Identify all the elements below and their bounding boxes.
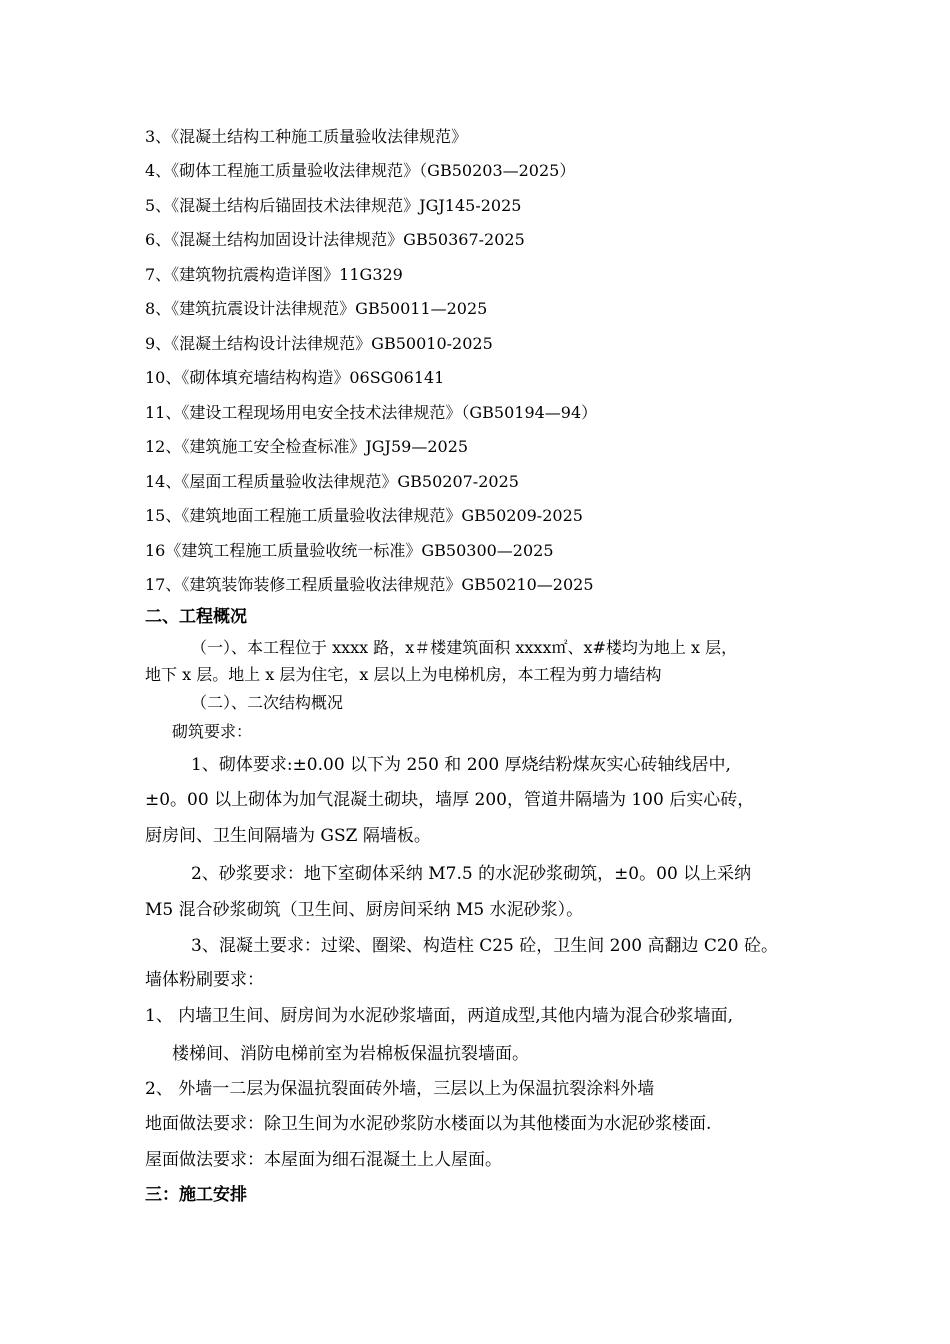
reference-item: 16《建筑工程施工质量验收统一标准》GB50300—2025 bbox=[145, 541, 554, 560]
paragraph: 3、混凝土要求：过梁、圈梁、构造柱 C25 砼，卫生间 200 高翻边 C20 砼。 bbox=[191, 936, 778, 956]
reference-item: 17、《建筑装饰装修工程质量验收法律规范》GB50210—2025 bbox=[145, 575, 594, 594]
reference-item: 14、《屋面工程质量验收法律规范》GB50207-2025 bbox=[145, 472, 519, 491]
section-heading: 二、工程概况 bbox=[145, 607, 247, 627]
paragraph: 楼梯间、消防电梯前室为岩棉板保温抗裂墙面。 bbox=[172, 1044, 529, 1064]
reference-item: 15、《建筑地面工程施工质量验收法律规范》GB50209-2025 bbox=[145, 506, 583, 525]
reference-item: 12、《建筑施工安全检查标准》JGJ59—2025 bbox=[145, 437, 469, 456]
paragraph: 2、砂浆要求：地下室砌体采纳 M7.5 的水泥砂浆砌筑，±0。00 以上采纳 bbox=[191, 864, 752, 884]
subheading: 砌筑要求： bbox=[172, 722, 253, 741]
section-heading: 三：施工安排 bbox=[145, 1185, 247, 1205]
reference-item: 9、《混凝土结构设计法律规范》GB50010-2025 bbox=[145, 334, 493, 353]
reference-item: 5、《混凝土结构后锚固技术法律规范》JGJ145-2025 bbox=[145, 196, 522, 215]
reference-item: 8、《建筑抗震设计法律规范》GB50011—2025 bbox=[145, 299, 488, 318]
paragraph: M5 混合砂浆砌筑（卫生间、厨房间采纳 M5 水泥砂浆）。 bbox=[145, 900, 584, 920]
reference-item: 11、《建设工程现场用电安全技术法律规范》（GB50194—94） bbox=[145, 403, 598, 422]
reference-item: 3、《混凝土结构工种施工质量验收法律规范》 bbox=[145, 127, 468, 146]
paragraph: 屋面做法要求：本屋面为细石混凝土上人屋面。 bbox=[145, 1150, 502, 1170]
paragraph: 地下 x 层。地上 x 层为住宅，x 层以上为电梯机房，本工程为剪力墙结构 bbox=[145, 665, 662, 684]
reference-item: 7、《建筑物抗震构造详图》11G329 bbox=[145, 265, 403, 284]
paragraph: 1、砌体要求:±0.00 以下为 250 和 200 厚烧结粉煤灰实心砖轴线居中, bbox=[191, 755, 731, 775]
paragraph: ±0。00 以上砌体为加气混凝土砌块，墙厚 200，管道井隔墙为 100 后实心砖， bbox=[145, 790, 755, 810]
paragraph: （二）、二次结构概况 bbox=[191, 693, 344, 712]
reference-item: 4、《砌体工程施工质量验收法律规范》（GB50203—2025） bbox=[145, 161, 576, 180]
paragraph: 1、 内墙卫生间、厨房间为水泥砂浆墙面，两道成型,其他内墙为混合砂浆墙面, bbox=[145, 1006, 734, 1026]
paragraph: （一）、本工程位于 xxxx 路，x＃楼建筑面积 xxxx㎡、x#楼均为地上 x 层， bbox=[191, 638, 738, 657]
reference-item: 10、《砌体填充墙结构构造》06SG06141 bbox=[145, 368, 445, 387]
paragraph: 厨房间、卫生间隔墙为 GSZ 隔墙板。 bbox=[145, 826, 431, 846]
subheading: 墙体粉刷要求： bbox=[145, 970, 264, 990]
paragraph: 地面做法要求：除卫生间为水泥砂浆防水楼面以为其他楼面为水泥砂浆楼面. bbox=[145, 1114, 712, 1134]
reference-item: 6、《混凝土结构加固设计法律规范》GB50367-2025 bbox=[145, 230, 525, 249]
paragraph: 2、 外墙一二层为保温抗裂面砖外墙，三层以上为保温抗裂涂料外墙 bbox=[145, 1079, 655, 1099]
